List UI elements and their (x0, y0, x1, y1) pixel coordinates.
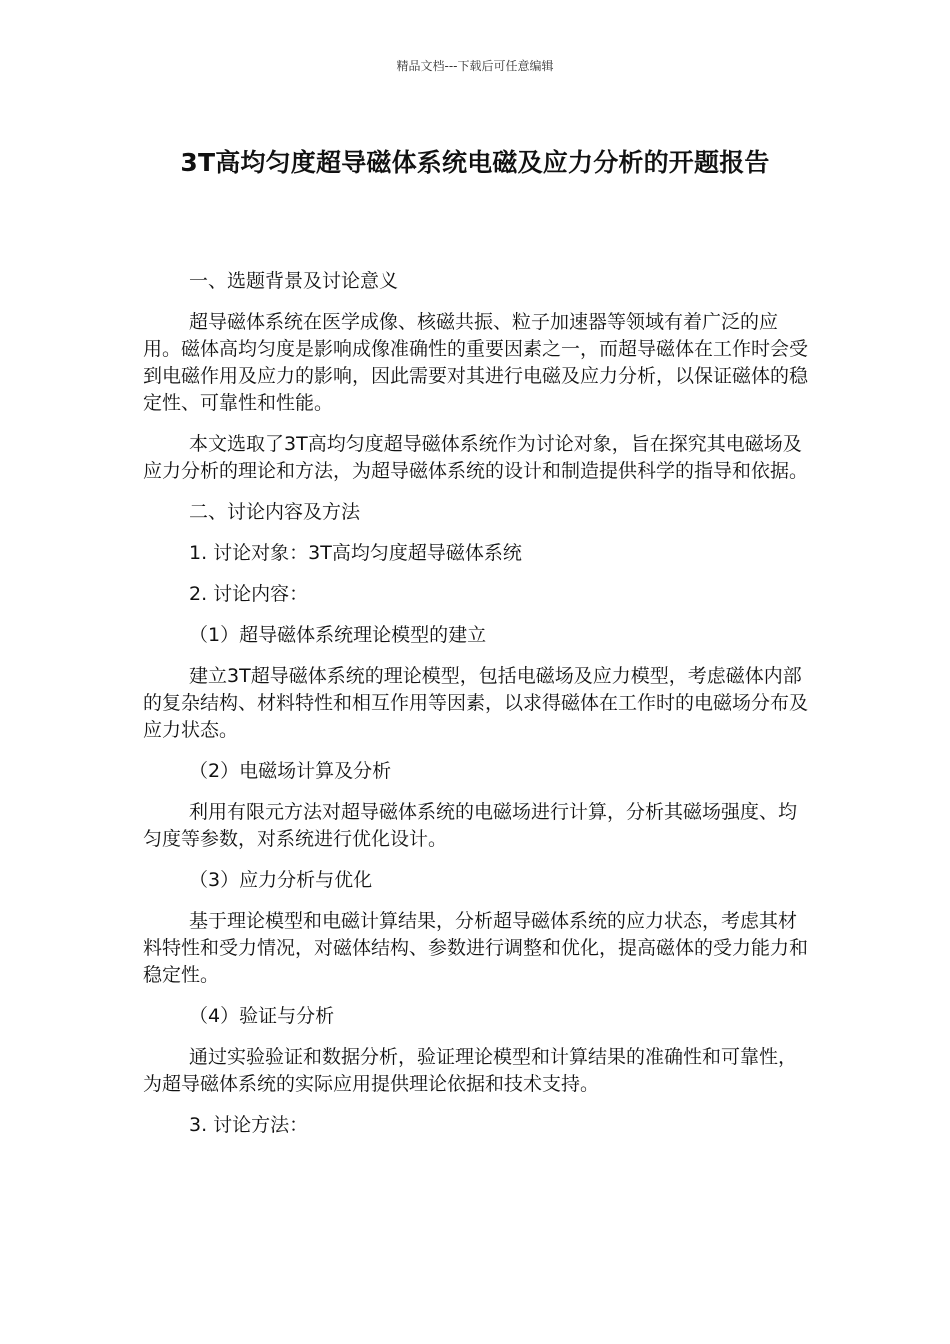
list-item-object: 1. 讨论对象：3T高均匀度超导磁体系统 (189, 542, 522, 564)
subitem-model-text: 建立3T超导磁体系统的理论模型，包括电磁场及应力模型，考虑磁体内部的复杂结构、材料特性和相互作用等因素，以求得磁体在工作时的电磁场分布及应力状态。 (143, 665, 809, 741)
subitem-verify-heading: （4）验证与分析 (189, 1005, 335, 1027)
subitem-model-heading: （1）超导磁体系统理论模型的建立 (189, 624, 487, 646)
subitem-field-heading: （2）电磁场计算及分析 (189, 760, 392, 782)
paragraph-background: 超导磁体系统在医学成像、核磁共振、粒子加速器等领域有着广泛的应用。磁体高均匀度是影响成像准确性的重要因素之一，而超导磁体在工作时会受到电磁作用及应力的影响，因此需要对其进行电磁及应力分析，以保证磁体的稳定性、可靠性和性能。 (143, 311, 809, 414)
subitem-stress-heading: （3）应力分析与优化 (189, 869, 373, 891)
subitem-stress-text: 基于理论模型和电磁计算结果，分析超导磁体系统的应力状态，考虑其材料特性和受力情况，对磁体结构、参数进行调整和优化，提高磁体的受力能力和稳定性。 (143, 910, 809, 986)
section-heading-background: 一、选题背景及讨论意义 (189, 270, 399, 292)
list-item-method: 3. 讨论方法： (189, 1114, 309, 1136)
subitem-field-text: 利用有限元方法对超导磁体系统的电磁场进行计算，分析其磁场强度、均匀度等参数，对系统进行优化设计。 (143, 801, 798, 850)
document-body (143, 268, 808, 1153)
page-header: 精品文档---下载后可任意编辑 (396, 59, 554, 73)
paragraph-purpose: 本文选取了3T高均匀度超导磁体系统作为讨论对象，旨在探究其电磁场及应力分析的理论和方法，为超导磁体系统的设计和制造提供科学的指导和依据。 (143, 433, 809, 482)
subitem-verify-text: 通过实验验证和数据分析，验证理论模型和计算结果的准确性和可靠性，为超导磁体系统的实际应用提供理论依据和技术支持。 (143, 1046, 798, 1095)
list-item-content: 2. 讨论内容： (189, 583, 309, 605)
document-title: 3T高均匀度超导磁体系统电磁及应力分析的开题报告 (180, 148, 770, 177)
section-heading-content-method: 二、讨论内容及方法 (189, 501, 361, 523)
